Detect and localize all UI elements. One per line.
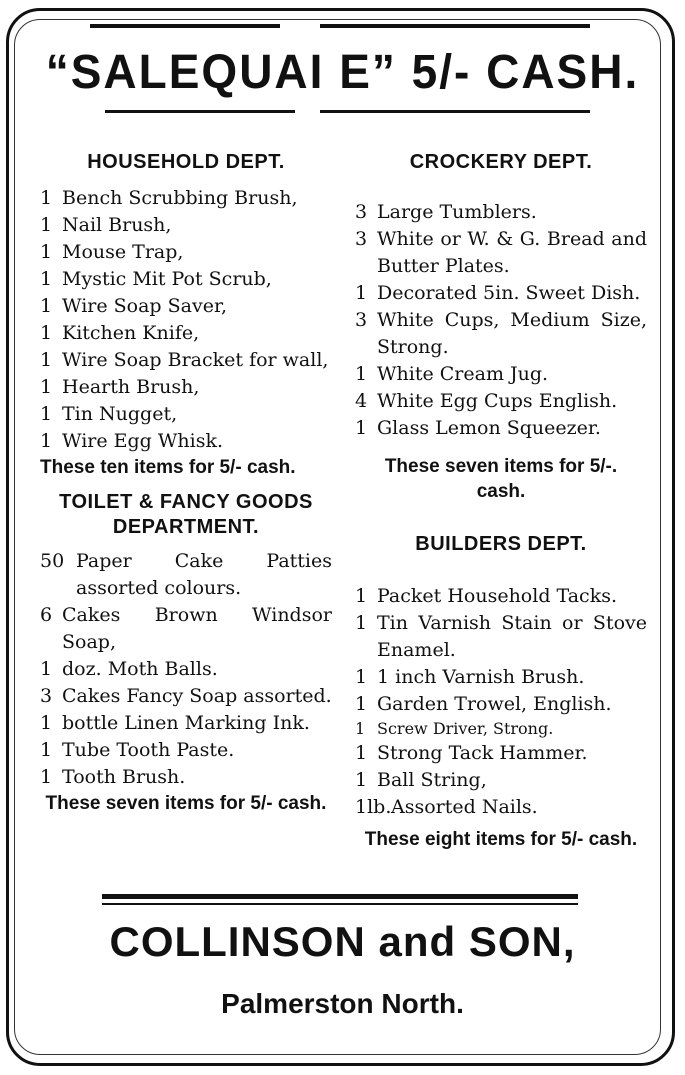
list-item: 1 1 inch Varnish Brush. <box>355 666 585 688</box>
header-rule-top <box>90 24 280 28</box>
crockery-items <box>355 199 647 442</box>
list-item: 50 Paper Cake Patties assorted colours. <box>40 550 332 599</box>
list-item: 1 Nail Brush, <box>40 214 172 236</box>
list-item: 1 Packet Household Tacks. <box>355 585 617 607</box>
list-item: 3 Cakes Fancy Soap assorted. <box>40 685 332 707</box>
builders-summary: These eight items for 5/- cash. <box>364 829 638 850</box>
list-item: 1 Wire Egg Whisk. <box>40 430 224 452</box>
list-item: 1 Garden Trowel, English. <box>355 693 612 715</box>
list-item: 3 White or W. & G. Bread and Butter Plates. <box>355 228 647 277</box>
toilet-summary: These seven items for 5/- cash. <box>45 793 327 814</box>
headline: “SALEQUAI E” 5/- CASH. <box>45 43 640 99</box>
list-item: 1 Wire Soap Bracket for wall, <box>40 349 329 371</box>
list-item: 1 Ball String, <box>355 769 487 791</box>
list-item: 1 Wire Soap Saver, <box>40 295 227 317</box>
builders-items <box>355 583 647 821</box>
list-item: 3 Large Tumblers. <box>355 201 537 223</box>
list-item: 1 Tube Tooth Paste. <box>40 739 235 761</box>
list-item: 1 Mouse Trap, <box>40 241 184 263</box>
footer-rule-top-thin <box>102 903 578 905</box>
list-item: 4 White Egg Cups English. <box>355 390 618 412</box>
list-item: 1 Tin Varnish Stain or Stove Enamel. <box>355 612 647 661</box>
crockery-summary: These seven items for 5/-. cash. <box>384 456 618 502</box>
list-item: 1 doz. Moth Balls. <box>40 658 218 680</box>
store-town: Palmerston North. <box>221 988 464 1019</box>
list-item: 1 Decorated 5in. Sweet Dish. <box>355 282 641 304</box>
toilet-items <box>40 548 332 791</box>
list-item: 6 Cakes Brown Windsor Soap, <box>40 604 332 653</box>
header-rule-bottom <box>105 110 295 113</box>
household-dept-title: HOUSEHOLD DEPT. <box>87 151 285 173</box>
list-item: 1 Strong Tack Hammer. <box>355 742 588 764</box>
list-item: 1 Hearth Brush, <box>40 376 200 398</box>
list-item: 1 Screw Driver, Strong. <box>355 719 554 738</box>
list-item: 1 Tooth Brush. <box>40 766 186 788</box>
list-item: 1 bottle Linen Marking Ink. <box>40 712 310 734</box>
footer-rule-top <box>102 894 578 899</box>
household-summary: These ten items for 5/- cash. <box>40 457 296 478</box>
builders-dept-title: BUILDERS DEPT. <box>415 533 587 555</box>
household-items <box>40 185 332 455</box>
toilet-dept-title: TOILET & FANCY GOODS DEPARTMENT. <box>59 491 313 538</box>
list-item: 1 Tin Nugget, <box>40 403 178 425</box>
crockery-dept-title: CROCKERY DEPT. <box>409 151 593 173</box>
list-item: 3 White Cups, Medium Size, Strong. <box>355 309 647 358</box>
list-item: 1 Bench Scrubbing Brush, <box>40 187 298 209</box>
list-item: 1 Kitchen Knife, <box>40 322 200 344</box>
left-column <box>40 150 332 816</box>
store-name: COLLINSON and SON, <box>109 918 576 965</box>
header-rule-bottom <box>320 110 590 113</box>
right-column <box>355 150 647 852</box>
list-item: 1 White Cream Jug. <box>355 363 549 385</box>
header-rule-top <box>320 24 590 28</box>
list-item: 1lb. Assorted Nails. <box>355 796 538 818</box>
list-item: 1 Glass Lemon Squeezer. <box>355 417 601 439</box>
list-item: 1 Mystic Mit Pot Scrub, <box>40 268 272 290</box>
